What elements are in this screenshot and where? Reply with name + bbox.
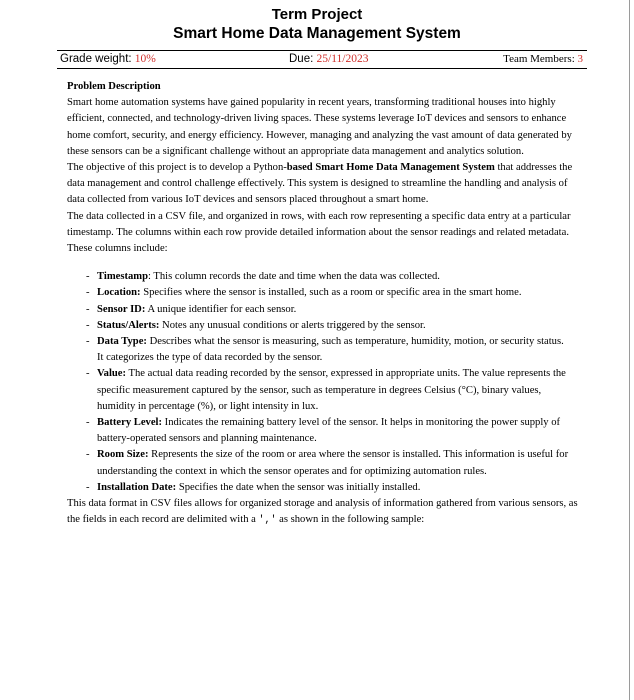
- list-item: [67, 318, 582, 334]
- list-item: [67, 480, 582, 496]
- closing-text-b: as shown in the following sample:: [276, 514, 425, 526]
- list-item: [67, 366, 582, 415]
- column-description: Specifies the date when the sensor was initially installed.: [176, 481, 421, 493]
- list-item: [67, 302, 582, 318]
- section-heading: Problem Description: [67, 81, 161, 92]
- column-description: : This column records the date and time when the data was collected.: [148, 271, 440, 283]
- document-title: Term Project: [271, 6, 363, 23]
- due-date: [289, 51, 368, 68]
- paragraph-objective-text-b: that addresses the data management and control challenge effectively. This system is designed to streamline the handling and analysis of data collected from various IoT devices and sensors placed throughout a smart home.: [67, 162, 573, 206]
- column-list: [67, 269, 582, 496]
- bullet-dash: -: [86, 319, 90, 331]
- paragraph-objective-bold: based Smart Home Data Management System: [286, 162, 495, 174]
- bullet-dash: -: [86, 368, 90, 380]
- column-term: Status/Alerts:: [97, 319, 160, 331]
- list-item: [67, 415, 582, 447]
- column-term: Timestamp: [97, 271, 149, 283]
- column-term: Sensor ID:: [97, 303, 146, 315]
- column-description: Describes what the sensor is measuring, such as temperature, humidity, motion, or security status. It categorizes the type of data recorded by the sensor.: [97, 336, 564, 364]
- paragraph-objective-text-a: The objective of this project is to develop a Python-: [67, 162, 287, 174]
- due-value: 25/11/2023: [316, 53, 369, 65]
- team-label: Team Members:: [503, 53, 578, 65]
- bullet-dash: -: [86, 417, 90, 429]
- team-members: [503, 51, 583, 68]
- bullet-dash: -: [86, 271, 90, 283]
- paragraph-closing: [67, 496, 582, 529]
- column-term: Location:: [97, 287, 141, 299]
- closing-text-a: This data format in CSV files allows for organized storage and analysis of information gathered from various sensors, as the fields in each record are delimited with a: [67, 498, 578, 526]
- bullet-dash: -: [86, 336, 90, 348]
- paragraph-intro: Smart home automation systems have gained popularity in recent years, transforming traditional houses into highly efficient, connected, and technology-driven living spaces. These systems leverage IoT devices and sensors to enhance home comfort, security, and energy efficiency. However, managing and analyzing the vast amount of data generated by these sensors can be a significant challenge without an appropriate data management and analytics solution.: [67, 97, 572, 157]
- list-item: [67, 334, 582, 366]
- column-term: Room Size:: [97, 449, 149, 461]
- column-description: Indicates the remaining battery level of the sensor. It helps in monitoring the power supply of battery-operated sensors and planning maintenance.: [97, 417, 561, 445]
- bullet-dash: -: [86, 449, 90, 461]
- list-item: [67, 269, 582, 285]
- bullet-dash: -: [86, 287, 90, 299]
- column-term: Value:: [97, 368, 127, 380]
- column-description: The actual data reading recorded by the sensor, expressed in appropriate units. The value represents the specific measurement captured by the sensor, such as temperature in degrees Celsius (°C), binary values, humidity in percentage (%), or light intensity in lux.: [97, 368, 566, 412]
- column-description: A unique identifier for each sensor.: [145, 303, 297, 315]
- grade-value: 10%: [134, 53, 156, 65]
- document-body: [67, 79, 582, 529]
- column-term: Installation Date:: [97, 481, 177, 493]
- column-description: Represents the size of the room or area where the sensor is installed. This information is useful for understanding the context in which the sensor operates and for optimizing automation rules.: [97, 449, 569, 477]
- bullet-dash: -: [86, 303, 90, 315]
- column-description: Notes any unusual conditions or alerts triggered by the sensor.: [159, 319, 426, 331]
- project-title: Smart Home Data Management System: [173, 25, 461, 42]
- grade-weight: [60, 51, 156, 68]
- paragraph-objective: [67, 160, 582, 209]
- list-item: [67, 285, 582, 301]
- delimiter-code: ',': [258, 515, 277, 527]
- meta-row: [57, 50, 587, 69]
- bullet-dash: -: [86, 481, 90, 493]
- grade-label: Grade weight:: [60, 53, 135, 65]
- column-term: Battery Level:: [97, 417, 163, 429]
- column-term: Data Type:: [97, 336, 147, 348]
- column-description: Specifies where the sensor is installed, such as a room or specific area in the smart home.: [140, 287, 522, 299]
- due-label: Due:: [289, 53, 317, 65]
- list-item: [67, 447, 582, 479]
- team-value: 3: [577, 53, 583, 65]
- paragraph-data: The data collected in a CSV file, and organized in rows, with each row representing a specific data entry at a particular timestamp. The columns within each row provide detailed information about the sensor readings and related metadata. These columns include:: [67, 210, 571, 255]
